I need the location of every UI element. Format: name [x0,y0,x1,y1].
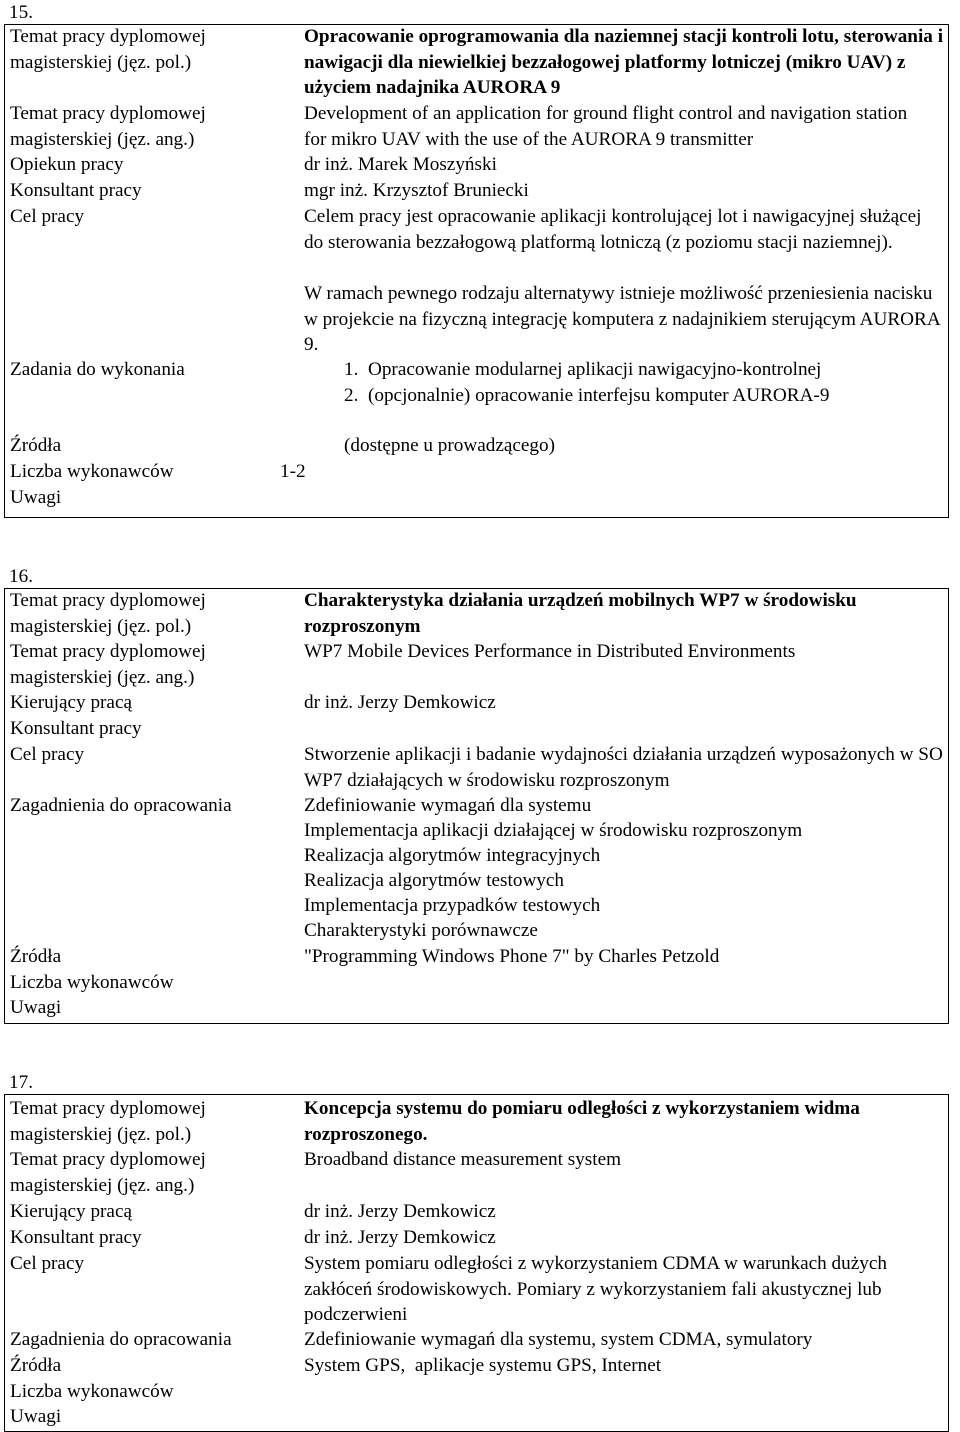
issue-item: Realizacja algorytmów testowych [304,870,565,891]
label-notes: Uwagi [10,1406,62,1427]
issue-item: Implementacja przypadków testowych [304,895,601,916]
value-title-en: Development of an application for ground flight control and navigation station for mikro UAV with the use of the AURORA 9 transmitter [304,103,908,150]
label-sources: Źródła [10,946,62,967]
thesis-entry-15 [4,0,956,518]
value-title-pl: Opracowanie oprogramowania dla naziemnej stacji kontroli lotu, sterowania i nawigacji dla niewielkiej bezzałogowej platformy lotniczej (mikro UAV) z użyciem nadajnika AURORA 9 [304,26,944,98]
value-consultant: mgr inż. Krzysztof Bruniecki [304,180,529,201]
label-goal: Cel pracy [10,1253,85,1274]
issue-item: Implementacja aplikacji działającej w środowisku rozproszonym [304,820,803,841]
label-title-pl: Temat pracy dyplomowej magisterskiej (jęz. pol.) [10,1098,206,1145]
entry-number: 15. [9,2,33,23]
label-tasks: Zadania do wykonania [10,359,185,380]
task-number: 2. [344,385,359,406]
value-goal: Celem pracy jest opracowanie aplikacji kontrolującej lot i nawigacyjnej służącej do sterowania bezzałogową platformą lotniczą (z poziomu stacji naziemnej). [304,206,922,253]
value-count: 1-2 [280,461,306,482]
label-title-en: Temat pracy dyplomowej magisterskiej (jęz. ang.) [10,641,206,688]
label-supervisor: Opiekun pracy [10,154,124,175]
task-item [344,357,904,383]
value-goal-alternative: W ramach pewnego rodzaju alternatywy istnieje możliwość przeniesienia nacisku w projekcie na fizyczną integrację komputera z nadajnikiem sterującym AURORA 9. [304,283,940,355]
label-count: Liczba wykonawców [10,972,174,993]
issue-item: Charakterystyki porównawcze [304,920,538,941]
label-title-pl: Temat pracy dyplomowej magisterskiej (jęz. pol.) [10,26,206,73]
value-title-en: WP7 Mobile Devices Performance in Distributed Environments [304,641,796,662]
value-goal: System pomiaru odległości z wykorzystaniem CDMA w warunkach dużych zakłóceń środowiskowych. Pomiary z wykorzystaniem fali akustycznej lub podczerwieni [304,1253,887,1325]
label-count: Liczba wykonawców [10,1381,174,1402]
entry-number: 16. [9,566,33,587]
label-supervisor: Kierujący pracą [10,692,132,713]
label-consultant: Konsultant pracy [10,1227,142,1248]
label-consultant: Konsultant pracy [10,180,142,201]
label-notes: Uwagi [10,487,62,508]
label-title-en: Temat pracy dyplomowej magisterskiej (jęz. ang.) [10,103,206,150]
label-consultant: Konsultant pracy [10,718,142,739]
value-sources: System GPS, aplikacje systemu GPS, Internet [304,1355,662,1376]
value-supervisor: dr inż. Jerzy Demkowicz [304,692,496,713]
label-goal: Cel pracy [10,744,85,765]
task-number: 1. [344,359,359,380]
issue-item: Realizacja algorytmów integracyjnych [304,845,601,866]
thesis-entry-17 [4,1070,956,1432]
label-title-pl: Temat pracy dyplomowej magisterskiej (jęz. pol.) [10,590,206,637]
label-notes: Uwagi [10,997,62,1018]
value-sources: (dostępne u prowadzącego) [344,435,555,456]
thesis-entry-16 [4,564,956,1024]
entry-number: 17. [9,1072,33,1093]
value-supervisor: dr inż. Jerzy Demkowicz [304,1201,496,1222]
task-text: Opracowanie modularnej aplikacji nawigacyjno-kontrolnej [367,359,822,380]
label-title-en: Temat pracy dyplomowej magisterskiej (jęz. ang.) [10,1149,206,1196]
value-title-pl: Charakterystyka działania urządzeń mobilnych WP7 w środowisku rozproszonym [304,590,857,637]
value-goal: Stworzenie aplikacji i badanie wydajności działania urządzeń wyposażonych w SO WP7 działających w środowisku rozproszonym [304,744,943,791]
value-title-pl: Koncepcja systemu do pomiaru odległości z wykorzystaniem widma rozproszonego. [304,1098,860,1145]
label-issues: Zagadnienia do opracowania [10,1329,232,1350]
label-goal: Cel pracy [10,206,85,227]
label-sources: Źródła [10,435,62,456]
value-issues: Zdefiniowanie wymagań dla systemu, system CDMA, symulatory [304,1329,813,1350]
task-text: (opcjonalnie) opracowanie interfejsu komputer AURORA-9 [367,385,830,406]
task-item [344,383,904,409]
value-title-en: Broadband distance measurement system [304,1149,622,1170]
label-supervisor: Kierujący pracą [10,1201,132,1222]
label-issues: Zagadnienia do opracowania [10,795,232,816]
label-sources: Źródła [10,1355,62,1376]
value-sources: "Programming Windows Phone 7" by Charles Petzold [304,946,720,967]
value-supervisor: dr inż. Marek Moszyński [304,154,497,175]
issue-item: Zdefiniowanie wymagań dla systemu [304,795,592,816]
label-count: Liczba wykonawców [10,461,174,482]
value-consultant: dr inż. Jerzy Demkowicz [304,1227,496,1248]
